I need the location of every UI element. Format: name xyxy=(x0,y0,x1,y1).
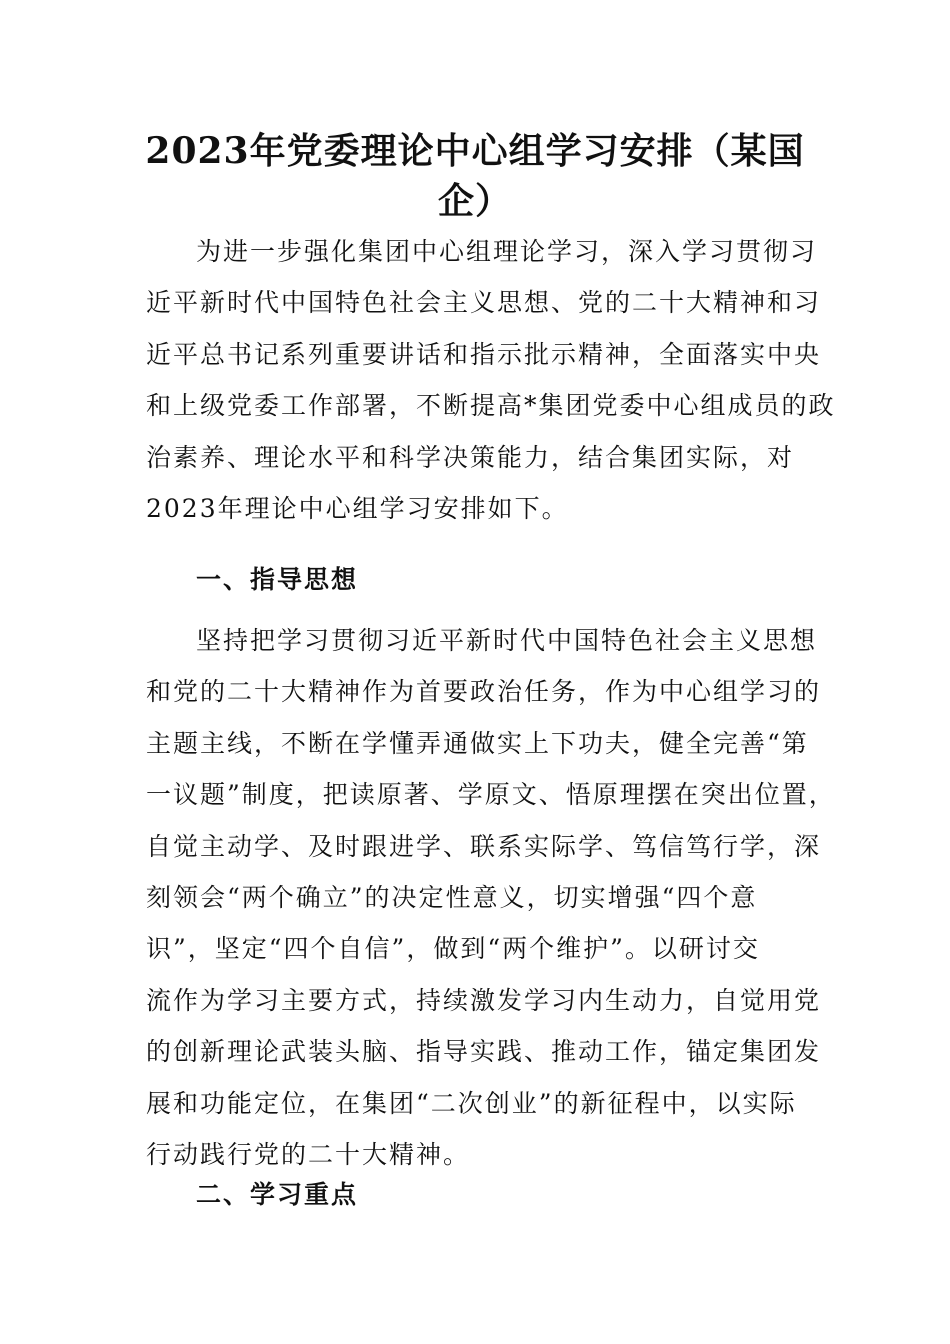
paragraph-line: 主题主线，不断在学懂弄通做实上下功夫，健全完善“第 xyxy=(146,728,809,758)
section-heading-study-focus: 二、学习重点 xyxy=(196,1180,359,1209)
paragraph-line: 坚持把学习贯彻习近平新时代中国特色社会主义思想 xyxy=(196,626,818,655)
paragraph-line: 近平总书记系列重要讲话和指示批示精神，全面落实中央 xyxy=(146,339,822,369)
paragraph-line: 为进一步强化集团中心组理论学习，深入学习贯彻习 xyxy=(196,237,818,266)
paragraph-line: 一议题”制度，把读原著、学原文、悟原理摆在突出位置， xyxy=(146,780,836,810)
paragraph-line: 2023年理论中心组学习安排如下。 xyxy=(146,493,569,523)
paragraph-line: 识”，坚定“四个自信”，做到“两个维护”。以研讨交 xyxy=(146,934,760,964)
paragraph-line: 治素养、理论水平和科学决策能力，结合集团实际，对 xyxy=(146,442,795,472)
paragraph-line: 展和功能定位，在集团“二次创业”的新征程中，以实际 xyxy=(146,1088,797,1118)
paragraph-line: 近平新时代中国特色社会主义思想、党的二十大精神和习 xyxy=(146,288,822,318)
paragraph-line: 行动践行党的二十大精神。 xyxy=(146,1139,471,1169)
section-heading-guiding-ideology: 一、指导思想 xyxy=(196,565,359,594)
title-line: 2023年党委理论中心组学习安排（某国 xyxy=(145,130,805,172)
paragraph-line: 和上级党委工作部署，不断提高*集团党委中心组成员的政 xyxy=(146,391,836,421)
paragraph-line: 自觉主动学、及时跟进学、联系实际学、笃信笃行学，深 xyxy=(146,831,822,861)
intro-paragraph xyxy=(146,226,836,534)
document-title xyxy=(120,126,830,226)
paragraph-line: 刻领会“两个确立”的决定性意义，切实增强“四个意 xyxy=(146,882,758,912)
guiding-ideology-paragraph xyxy=(146,615,836,1180)
paragraph-line: 的创新理论武装头脑、指导实践、推动工作，锚定集团发 xyxy=(146,1037,822,1067)
title-line: 企） xyxy=(437,180,512,222)
paragraph-line: 流作为学习主要方式，持续激发学习内生动力，自觉用党 xyxy=(146,985,822,1015)
paragraph-line: 和党的二十大精神作为首要政治任务，作为中心组学习的 xyxy=(146,677,822,707)
